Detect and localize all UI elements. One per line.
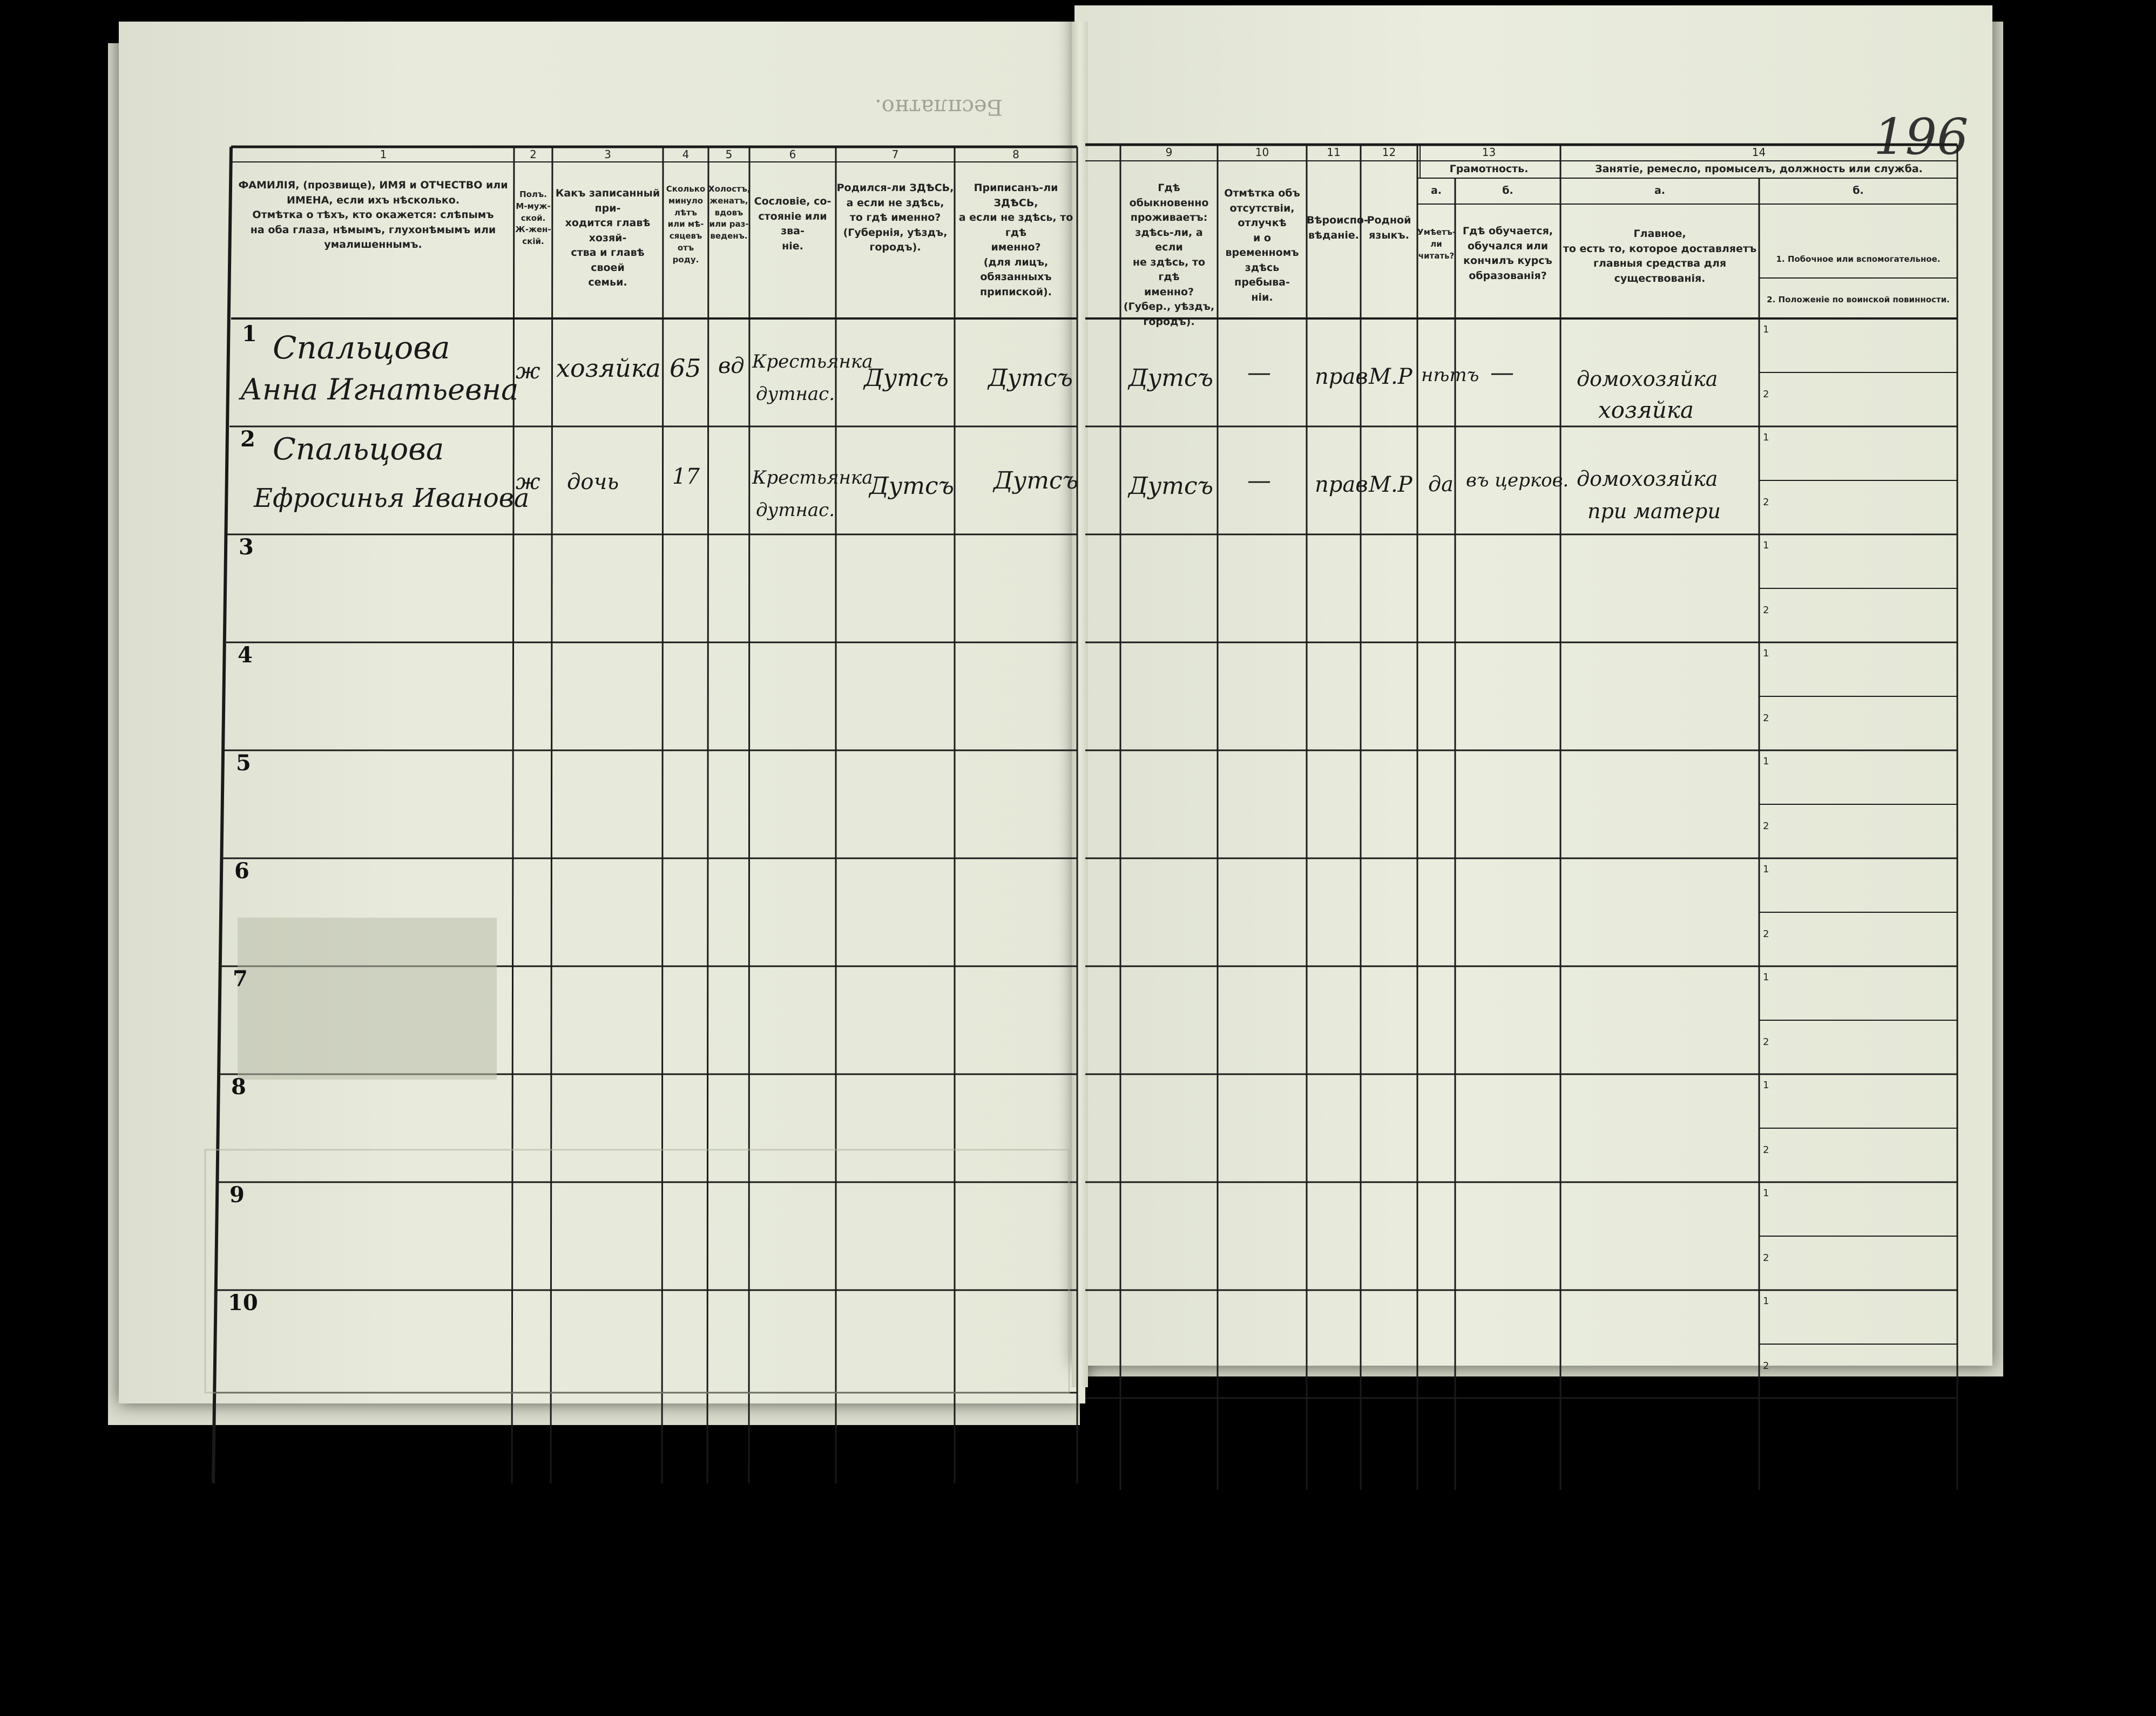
subrow-number: 2 [1763, 928, 1769, 940]
column-number: 10 [1255, 146, 1269, 159]
row-number: 6 [234, 858, 249, 884]
header-col-registered: Приписанъ-ли ЗДѢСЬ, а если не здѣсь, то гдѣ именно? (для лицъ, обязанныхъ припиской). [958, 182, 1073, 298]
header-col-literacy-a: а. [1430, 185, 1442, 196]
handwritten-given-name: Анна Игнатьевна [240, 372, 519, 406]
subrow-number: 2 [1763, 497, 1769, 508]
handwritten-marital: вд [718, 354, 745, 378]
row-number: 2 [240, 426, 255, 452]
subrow-number: 2 [1763, 389, 1769, 400]
subrow-number: 1 [1763, 1296, 1769, 1307]
header-col-occupation-b: б. [1853, 185, 1864, 196]
handwritten-occupation: хозяйка [1598, 397, 1694, 423]
column-number: 8 [1012, 148, 1019, 161]
header-col-age: Сколько минуло лѣтъ или мѣ- сяцевъ отъ роду. [666, 184, 706, 264]
handwritten-religion: прав [1315, 472, 1368, 497]
handwritten-born: Дутсъ [869, 472, 954, 500]
subrow-number: 1 [1763, 324, 1769, 335]
subrow-number: 1 [1763, 648, 1769, 659]
header-col-language: Родной языкъ. [1367, 214, 1411, 241]
handwritten-sex: ж [516, 359, 540, 384]
subrow-number: 1 [1763, 864, 1769, 875]
subrow-number: 1 [1763, 756, 1769, 767]
subrow-number: 2 [1763, 713, 1769, 724]
handwritten-occupation: домохозяйка [1577, 467, 1718, 491]
header-col-literacy-b-text: Гдѣ обучается, обучался или кончилъ курсъ образованія? [1462, 225, 1553, 282]
header-col-born: Родился-ли ЗДѢСЬ, а если не здѣсь, то гдѣ именно? (Губернія, уѣздъ, городъ). [836, 182, 954, 254]
handwritten-estate: Крестьянка [752, 467, 873, 489]
header-col-occupation-a-text: Главное, то есть то, которое доставляетъ главныя средства для существованія. [1563, 228, 1757, 284]
handwritten-estate: Крестьянка [752, 351, 873, 372]
archive-page-number: 196 [1874, 108, 1969, 166]
handwritten-absence: — [1247, 467, 1271, 494]
handwritten-occupation: при матери [1587, 499, 1721, 523]
handwritten-estate: дутнас. [756, 383, 835, 405]
handwritten-absence: — [1247, 359, 1271, 386]
subrow-number: 2 [1763, 820, 1769, 832]
subrow-number: 1 [1763, 1080, 1769, 1091]
header-col-relation: Какъ записанный при- ходится главѣ хозяй- ства и главѣ своей семьи. [555, 187, 660, 289]
header-col-literacy: Грамотность. [1449, 163, 1529, 175]
row-number: 1 [242, 321, 257, 347]
handwritten-relation: дочь [567, 470, 619, 494]
column-number: 12 [1382, 146, 1396, 159]
column-number: 1 [380, 148, 387, 161]
column-number: 4 [682, 148, 690, 161]
row-number: 10 [228, 1290, 258, 1315]
header-col-occupation-a: а. [1654, 185, 1666, 196]
subrow-number: 1 [1763, 972, 1769, 983]
handwritten-education: въ церков. [1466, 470, 1569, 491]
header-col-occupation-b-2: 2. Положеніе по воинской повинности. [1767, 295, 1950, 304]
subrow-number: 2 [1763, 1036, 1769, 1048]
handwritten-language: М.Р [1369, 364, 1412, 389]
subrow-number: 1 [1763, 432, 1769, 443]
column-number: 14 [1752, 146, 1766, 159]
header-col-sex: Полъ. М-муж- ской. Ж-жен- скій. [515, 189, 551, 246]
handwritten-given-name: Ефросинья Иванова [254, 483, 530, 513]
subrow-number: 2 [1763, 1252, 1769, 1264]
header-col-name: ФАМИЛІЯ, (прозвище), ИМЯ и ОТЧЕСТВО или ИМЕНА, если ихъ нѣсколько. Отмѣтка о тѣхъ, кто окажется: слѣпымъ на оба глаза, нѣмымъ, глухонѣмымъ или умалишеннымъ. [238, 179, 508, 251]
header-col-marital: Холостъ, женатъ, вдовъ или раз- веденъ. [708, 184, 751, 241]
row-number: 9 [229, 1182, 245, 1208]
handwritten-language: М.Р [1369, 472, 1412, 497]
handwritten-resides: Дутсъ [1128, 472, 1213, 500]
column-number: 9 [1165, 146, 1173, 159]
column-number: 6 [789, 148, 796, 161]
handwritten-occupation: домохозяйка [1577, 367, 1718, 391]
handwritten-age: 17 [672, 464, 700, 489]
header-col-literacy-a-text: Умѣетъ- ли читать? [1417, 227, 1456, 261]
column-number: 7 [891, 148, 899, 161]
handwritten-surname: Спальцова [273, 329, 450, 366]
header-col-occupation: Занятіе, ремесло, промыселъ, должность или служба. [1595, 163, 1923, 175]
row-number: 7 [233, 966, 248, 992]
column-number: 13 [1482, 146, 1496, 159]
handwritten-relation: хозяйка [556, 354, 661, 383]
header-col-literacy-b: б. [1502, 185, 1513, 196]
header-col-religion: Вѣроиспо- вѣданіе. [1307, 214, 1368, 241]
subrow-number: 2 [1763, 1144, 1769, 1156]
header-col-occupation-b-1: 1. Побочное или вспомогательное. [1776, 254, 1941, 264]
row-number: 4 [238, 642, 253, 668]
stamp-text: Бесплатно. [875, 94, 1003, 119]
header-col-estate: Сословіе, со- стояніе или зва- ніе. [754, 195, 832, 252]
handwritten-education: — [1490, 359, 1514, 386]
header-col-resides: Гдѣ обыкновенно проживаетъ: здѣсь-ли, а если не здѣсь, то гдѣ именно? (Губер., уѣздъ, городъ). [1123, 182, 1215, 328]
row-number: 5 [236, 750, 251, 776]
subrow-number: 1 [1763, 1188, 1769, 1199]
header-col-absence: Отмѣтка объ отсутствіи, отлучкѣ и о временномъ здѣсь пребыва- ніи. [1224, 187, 1300, 303]
column-number: 5 [725, 148, 733, 161]
handwritten-estate: дутнас. [756, 499, 835, 521]
column-number: 11 [1327, 146, 1341, 159]
column-number: 3 [604, 148, 611, 161]
handwritten-age: 65 [670, 354, 701, 383]
handwritten-registered: Дутсъ [993, 467, 1078, 494]
row-number: 3 [239, 534, 254, 560]
handwritten-born: Дутсъ [864, 364, 949, 392]
handwritten-sex: ж [516, 470, 540, 494]
handwritten-registered: Дутсъ [988, 364, 1073, 392]
row-number: 8 [231, 1074, 246, 1100]
handwritten-religion: прав [1315, 364, 1368, 389]
handwritten-literate: да [1428, 472, 1454, 496]
handwritten-resides: Дутсъ [1128, 364, 1213, 392]
column-number: 2 [530, 148, 537, 161]
handwritten-surname: Спальцова [273, 432, 444, 467]
subrow-number: 2 [1763, 1360, 1769, 1372]
subrow-number: 2 [1763, 605, 1769, 616]
subrow-number: 1 [1763, 540, 1769, 551]
handwritten-literate: нѣтъ [1421, 364, 1479, 386]
